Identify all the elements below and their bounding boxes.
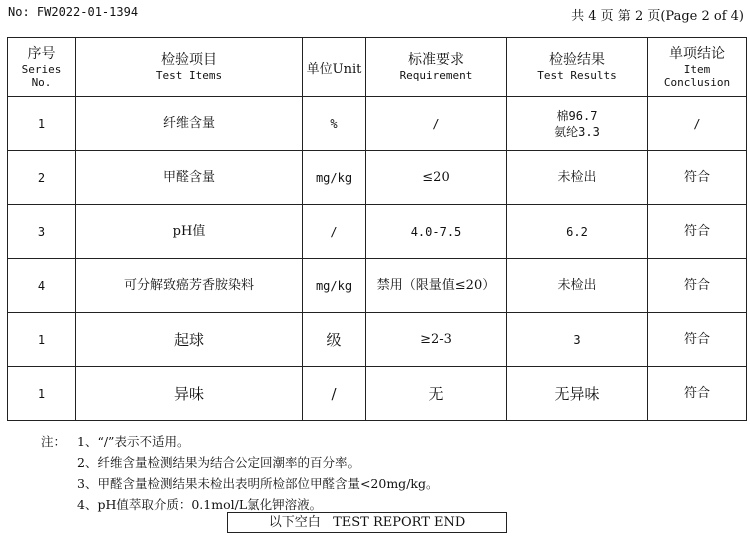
requirement-cell: 禁用（限量值≤20） [366,259,507,313]
table-row [8,367,747,421]
unit-cell: / [303,205,366,259]
col-header-test-results: 检验结果 Test Results [507,38,648,97]
table-row [8,151,747,205]
test-results-table [7,37,747,421]
test-item-cell: 起球 [76,313,303,367]
page-info: 共 4 页 第 2 页(Page 2 of 4) [571,9,744,24]
result-cell: 未检出 [507,151,648,205]
unit-cell: 级 [303,313,366,367]
conclusion-cell: 符合 [648,259,747,313]
notes-label: 注： [41,434,67,449]
requirement-cell: ≤20 [366,151,507,205]
col-header-test-items: 检验项目 Test Items [76,38,303,97]
conclusion-cell: 符合 [648,205,747,259]
note-item: 3、甲醛含量检测结果未检出表明所检部位甲醛含量<20mg/kg。 [77,476,439,491]
notes-section [41,431,438,515]
series-no-cell: 4 [8,259,76,313]
note-item: 4、pH值萃取介质：0.1mol/L氯化钾溶液。 [77,497,323,512]
requirement-cell: 4.0-7.5 [366,205,507,259]
requirement-cell: / [366,97,507,151]
requirement-cell: ≥2-3 [366,313,507,367]
test-item-cell: 异味 [76,367,303,421]
conclusion-cell: / [648,97,747,151]
report-end-box [227,512,507,533]
col-header-requirement: 标准要求 Requirement [366,38,507,97]
series-no-cell: 1 [8,367,76,421]
conclusion-cell: 符合 [648,151,747,205]
col-header-series-no: 序号 Series No. [8,38,76,97]
result-cell: 3 [507,313,648,367]
result-cell: 未检出 [507,259,648,313]
report-number: No: FW2022-01-1394 [8,5,139,19]
result-cell: 无异味 [507,367,648,421]
unit-cell: mg/kg [303,151,366,205]
conclusion-cell: 符合 [648,313,747,367]
conclusion-cell: 符合 [648,367,747,421]
unit-cell: / [303,367,366,421]
col-header-item-conclusion: 单项结论 Item Conclusion [648,38,747,97]
test-item-cell: pH值 [76,205,303,259]
table-row [8,205,747,259]
note-item: 1、“/”表示不适用。 [77,434,190,449]
series-no-cell: 2 [8,151,76,205]
test-item-cell: 甲醛含量 [76,151,303,205]
test-item-cell: 可分解致癌芳香胺染料 [76,259,303,313]
table-row [8,259,747,313]
requirement-cell: 无 [366,367,507,421]
note-item: 2、纤维含量检测结果为结合公定回潮率的百分率。 [77,455,360,470]
series-no-cell: 1 [8,97,76,151]
result-cell: 棉96.7 氨纶3.3 [507,97,648,151]
report-end-text: 以下空白 TEST REPORT END [268,515,466,530]
test-item-cell: 纤维含量 [76,97,303,151]
table-row [8,313,747,367]
unit-cell: mg/kg [303,259,366,313]
series-no-cell: 1 [8,313,76,367]
table-row [8,97,747,151]
series-no-cell: 3 [8,205,76,259]
unit-cell: % [303,97,366,151]
table-header-row [8,38,747,97]
result-cell: 6.2 [507,205,648,259]
col-header-unit: 单位Unit [303,38,366,97]
